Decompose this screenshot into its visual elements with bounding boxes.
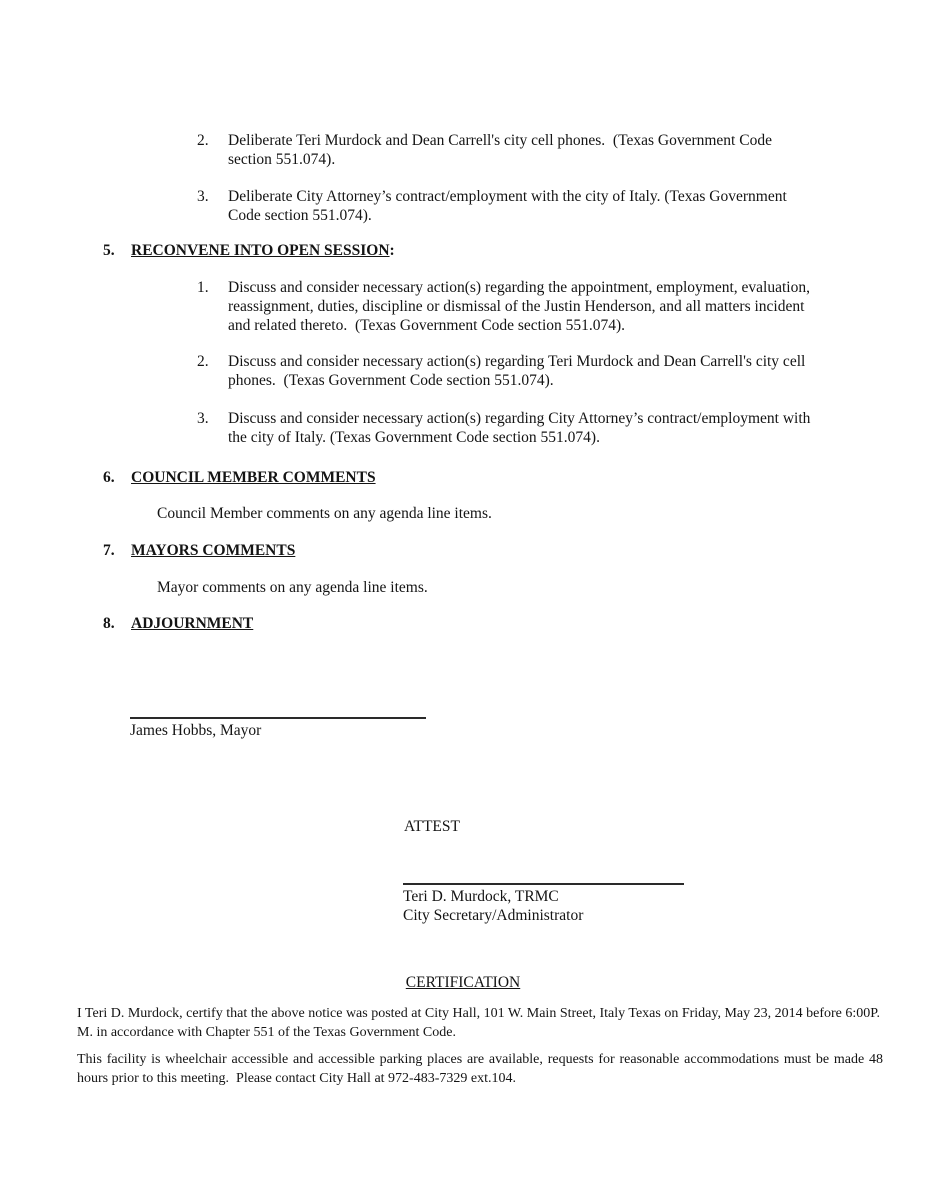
accessibility-paragraph: This facility is wheelchair accessible and accessible parking places are available, requests for reasonable accommodations must be made 48 hours prior to this meeting. Please contact City Hall at 972-483-7329 ext.104.: [77, 1052, 887, 1086]
item-text: Discuss and consider necessary action(s) regarding Teri Murdock and Dean Carrell's city cell phones. (Texas Government Code section 551.074).: [228, 353, 810, 389]
attest-label: ATTEST: [404, 818, 460, 835]
secretary-title-label: City Secretary/Administrator: [403, 907, 584, 924]
agenda-item: [197, 352, 927, 390]
item-text: Deliberate Teri Murdock and Dean Carrell's city cell phones. (Texas Government Code section 551.074).: [228, 132, 776, 168]
item-number: 3.: [197, 410, 209, 427]
section-8-heading: [103, 614, 927, 633]
agenda-item: [197, 278, 927, 335]
item-number: 1.: [197, 279, 209, 296]
agenda-item: [197, 409, 927, 447]
item-text: Discuss and consider necessary action(s) regarding the appointment, employment, evaluation, reassignment, duties, discipline or dismissal of the Justin Henderson, and all matters incident and related thereto. (Texas Government Code section 551.074).: [228, 279, 814, 334]
mayor-signature-block: [130, 713, 927, 740]
item-number: 2.: [197, 353, 209, 370]
section-title: COUNCIL MEMBER COMMENTS: [131, 469, 376, 486]
certification-paragraph: I Teri D. Murdock, certify that the above notice was posted at City Hall, 101 W. Main Street, Italy Texas on Friday, May 23, 2014 before 6:00P. M. in accordance with Chapter 551 of the Texas Government Code.: [77, 1006, 884, 1040]
section-number: 8.: [103, 615, 115, 632]
secretary-signature-line: [403, 879, 684, 885]
item-text: Discuss and consider necessary action(s) regarding City Attorney’s contract/employment with the city of Italy. (Texas Government Code section 551.074).: [228, 410, 815, 446]
section-number: 5.: [103, 242, 115, 259]
section-6-heading: [103, 468, 927, 487]
agenda-item: [197, 131, 927, 169]
section-7-body: Mayor comments on any agenda line items.: [157, 579, 428, 596]
secretary-name-label: Teri D. Murdock, TRMC: [403, 888, 559, 905]
agenda-item: [197, 187, 927, 225]
item-text: Deliberate City Attorney’s contract/employment with the city of Italy. (Texas Government Code section 551.074).: [228, 188, 791, 224]
secretary-signature-block: [403, 879, 927, 925]
section-6-body: Council Member comments on any agenda line items.: [157, 505, 492, 522]
certification-heading: CERTIFICATION: [405, 974, 521, 991]
mayor-name-label: James Hobbs, Mayor: [130, 722, 262, 739]
section-colon: :: [389, 242, 395, 259]
mayor-signature-line: [130, 713, 426, 719]
section-7-heading: [103, 541, 927, 560]
certification-heading-wrap: [60, 973, 866, 992]
section-5-heading: [103, 241, 927, 260]
section-title: ADJOURNMENT: [131, 615, 254, 632]
section-number: 6.: [103, 469, 115, 486]
item-number: 3.: [197, 188, 209, 205]
section-title: RECONVENE INTO OPEN SESSION: [131, 242, 390, 259]
section-number: 7.: [103, 542, 115, 559]
section-title: MAYORS COMMENTS: [131, 542, 296, 559]
item-number: 2.: [197, 132, 209, 149]
